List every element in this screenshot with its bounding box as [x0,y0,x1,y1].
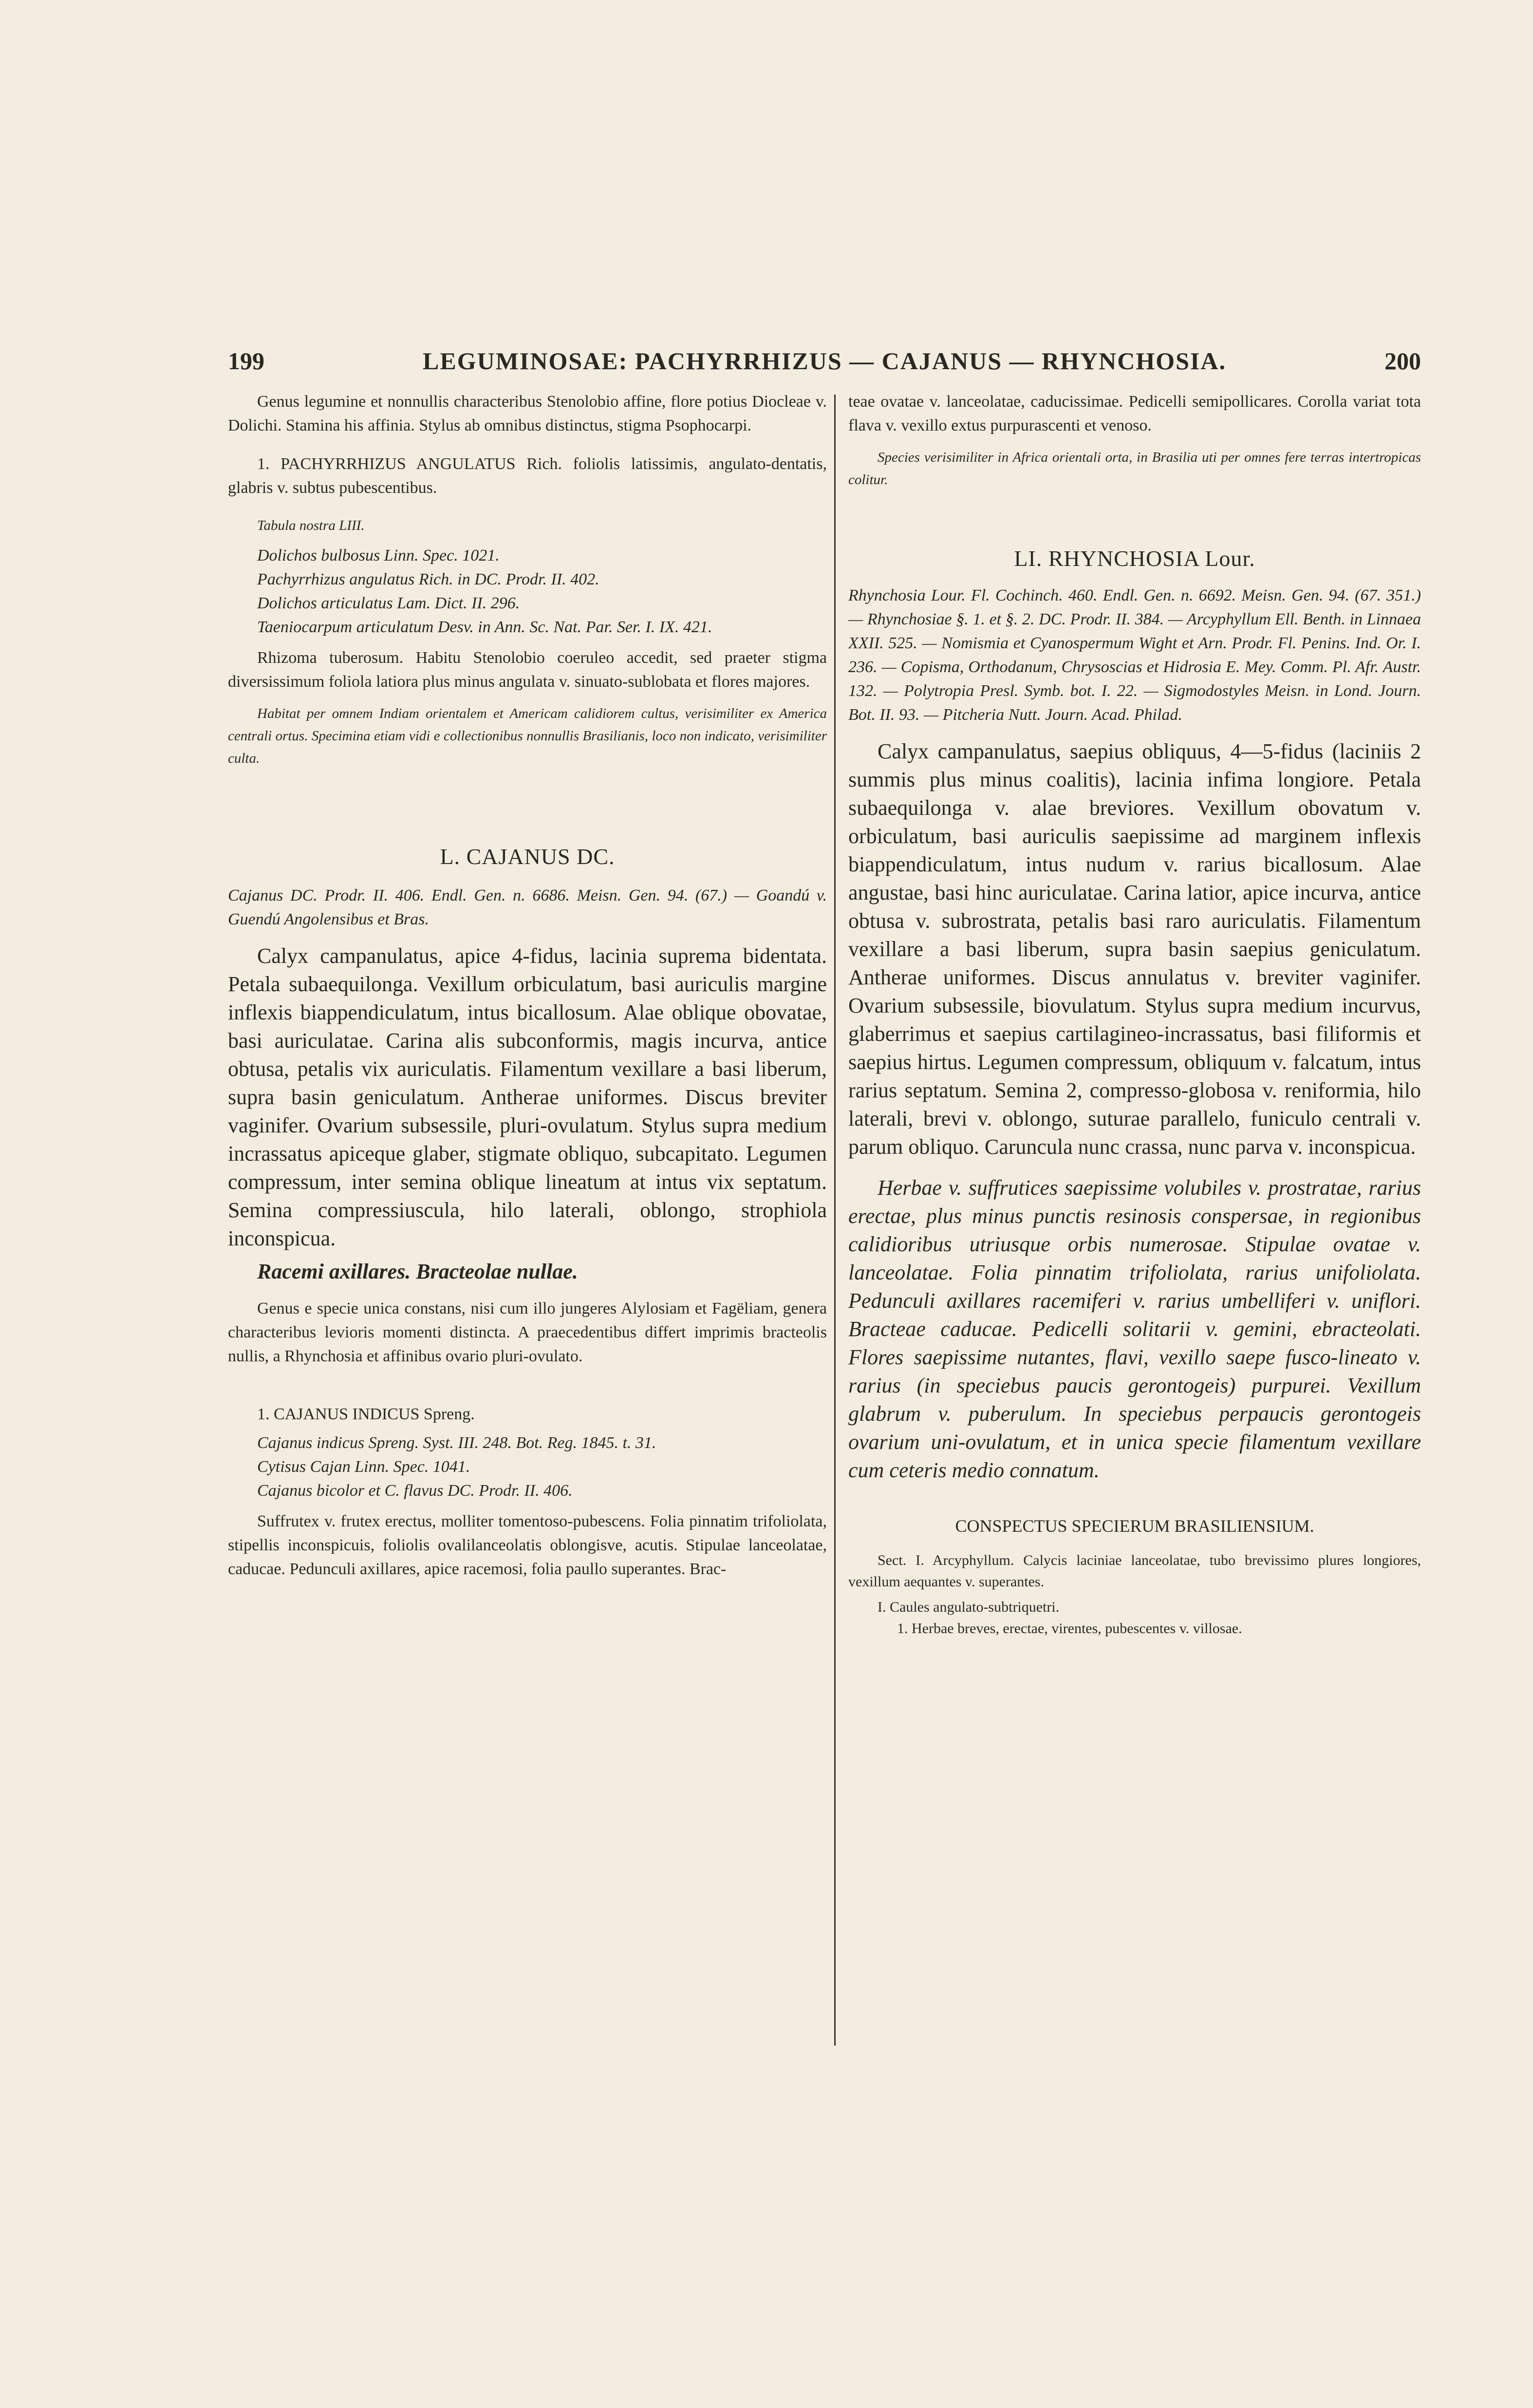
genus-heading-rhynchosia: LI. RHYNCHOSIA Lour. [1014,546,1255,571]
section-arcyphyllum: Sect. I. Arcyphyllum. Calycis laciniae lanceolatae, tubo brevissimo plures longiores, vexillum aequantes v. superantes. [848,1552,1421,1590]
cajanus-references: Cajanus DC. Prodr. II. 406. Endl. Gen. n. 6686. Meisn. Gen. 94. (67.) — Goandú v. Guendú Angolensibus et Bras. [228,886,827,928]
suffrutex-description: Suffrutex v. frutex erectus, molliter tomentoso-pubescens. Folia pinnatim trifoliolata, stipellis inconspicuis, foliolis ovalilanceolatis oblongisve, acutis. Stipulae lanceolatae, caducae. Pedunculi axillares, apice racemosi, folia paullo superantes. Brac- [228,1512,827,1578]
synonym: Cajanus indicus Spreng. Syst. III. 248. Bot. Reg. 1845. t. 31. [257,1434,656,1452]
rhizoma-description: Rhizoma tuberosum. Habitu Stenolobio coeruleo accedit, sed praeter stigma diversissimum foliola latiora plus minus angulata v. sinuato-sublobata et flores majores. [228,649,827,691]
synonym: Dolichos articulatus Lam. Dict. II. 296. [257,594,520,612]
rhynchosia-description: Calyx campanulatus, saepius obliquus, 4—5-fidus (laciniis 2 summis plus minus coalitis), lacinia infima longiore. Petala subaequilonga v. alae breviores. Vexillum obovatum v. orbiculatum, basi auriculis saepissime ad marginem inflexis biappendiculatum, intus nudum v. rarius bicallosum. Alae angustae, basi hinc auriculatae. Carina latior, apice incurva, antice obtusa v. subrostrata, petalis basi raro auriculatis. Filamentum vexillare a basi liberum, supra basin saepius geniculatum. Antherae uniformes. Discus annulatus v. breviter vaginifer. Ovarium subsessile, biovulatum. Stylus supra medium incurvus, glaberrimus et saepius cartilagineo-incrassatus, basi filiformis et saepius hirtus. Legumen compressum, obliquum v. falcatum, intus rarius septatum. Semina 2, compresso-globosa v. reniformia, hilo laterali, brevi v. oblongo, suturae parallelo, funiculo centrali v. parum obliquo. Caruncula nunc crassa, nunc parva v. inconspicua. [848,739,1421,1159]
species-pachyrrhizus-angulatus: 1. PACHYRRHIZUS ANGULATUS Rich. foliolis latissimis, angulato-dentatis, glabris v. subtus pubescentibus. [228,455,827,497]
right-column [848,390,1421,1639]
left-column [228,390,827,1581]
key-caules: I. Caules angulato-subtriquetri. [878,1599,1060,1615]
synonym: Cytisus Cajan Linn. Spec. 1041. [257,1458,470,1476]
habit-description: Herbae v. suffrutices saepissime volubiles v. prostratae, rarius erectae, plus minus punctis resinosis conspersae, in regionibus calidioribus utriusque orbis numerosae. Stipulae ovatae v. lanceolatae. Folia pinnatim trifoliolata, rarius unifoliolata. Pedunculi axillares racemiferi v. rarius umbelliferi v. uniflori. Bracteae caducae. Pedicelli solitarii v. gemini, ebracteolati. Flores saepissime nutantes, flavi, vexillo saepe fusco-lineato v. rarius (in speciebus paucis gerontogeis) purpurei. Vexillum glabrum v. puberulum. In speciebus perpaucis gerontogeis ovarium uni-ovulatum, et in unica specie filamentum vexillare cum ceteris medio connatum. [848,1176,1421,1482]
synonym: Taeniocarpum articulatum Desv. in Ann. Sc. Nat. Par. Ser. I. IX. 421. [257,618,712,636]
synonym: Cajanus bicolor et C. flavus DC. Prodr. II. 406. [257,1482,573,1500]
rhynchosia-references: Rhynchosia Lour. Fl. Cochinch. 460. Endl. Gen. n. 6692. Meisn. Gen. 94. (67. 351.) — Rhynchosiae §. 1. et §. 2. DC. Prodr. II. 384. — Arcyphyllum Ell. Benth. in Linnaea XXII. 525. — Nomismia et Cyanospermum Wight et Arn. Prodr. Fl. Penins. Ind. Or. I. 236. — Copisma, Orthodanum, Chrysoscias et Hidrosia E. Mey. Comm. Pl. Afr. Austr. 132. — Polytropia Presl. Symb. bot. I. 22. — Sigmodostyles Meisn. in Lond. Journ. Bot. II. 93. — Pitcheria Nutt. Journ. Acad. Philad. [848,586,1421,724]
genus-note: Genus e specie unica constans, nisi cum illo jungeres Alylosiam et Fagëliam, genera characteribus levioris momenti distincta. A praecedentibus differt imprimis bracteolis nullis, a Rhynchosia et affinibus ovario pluri-ovulato. [228,1299,827,1365]
genus-heading-cajanus: L. CAJANUS DC. [440,844,615,869]
key-herbae-breves: 1. Herbae breves, erectae, virentes, pubescentes v. villosae. [897,1620,1242,1637]
cajanus-description: Calyx campanulatus, apice 4-fidus, lacinia suprema bidentata. Petala subaequilonga. Vexillum orbiculatum, basi auriculis margine inflexis biappendiculatum, intus bicallosum. Alae oblique obovatae, basi auriculatae. Carina alis subconformis, magis incurva, antice obtusa, petalis vix auriculatis. Filamentum vexillare a basi liberum, supra basin geniculatum. Antherae uniformes. Discus breviter vaginifer. Ovarium subsessile, pluri-ovulatum. Stylus supra medium incrassatus apiceque glaber, stigmate obliquo, subcapitato. Legumen compressum, inter semina oblique lineatum at intus vix septatum. Semina compressiuscula, hilo laterali, oblongo, strophiola inconspicua. [228,944,827,1250]
cajanus-description-continued: teae ovatae v. lanceolatae, caducissimae. Pedicelli semipollicares. Corolla variat tota flava v. vexillo extus purpurascenti et venoso. [848,393,1421,434]
column-divider [834,395,836,2046]
page-number-left: 199 [228,347,264,375]
tabula-reference: Tabula nostra LIII. [257,518,365,533]
running-header [228,347,1421,381]
racemi-line: Racemi axillares. Bracteolae nullae. [257,1260,578,1283]
running-title: LEGUMINOSAE: PACHYRRHIZUS — CAJANUS — RHYNCHOSIA. [423,347,1226,375]
conspectus-heading: CONSPECTUS SPECIERUM BRASILIENSIUM. [955,1516,1314,1536]
species-note: Species verisimiliter in Africa orientali orta, in Brasilia uti per omnes fere terras intertropicas colitur. [848,450,1421,488]
page-number-right: 200 [1384,347,1421,375]
synonym: Dolichos bulbosus Linn. Spec. 1021. [257,546,500,564]
synonym: Pachyrrhizus angulatus Rich. in DC. Prodr. II. 402. [257,570,599,588]
habitat-note: Habitat per omnem Indiam orientalem et Americam calidiorem cultus, verisimiliter ex America centrali ortus. Specimina etiam vidi e collectionibus nonnullis Brasilianis, loco non indicato, verisimiliter culta. [228,706,827,766]
pachyrrhizus-intro: Genus legumine et nonnullis characteribus Stenolobio affine, flore potius Diocleae v. Dolichi. Stamina his affinia. Stylus ab omnibus distinctus, stigma Psophocarpi. [228,393,827,434]
species-cajanus-indicus: 1. CAJANUS INDICUS Spreng. [257,1405,475,1423]
